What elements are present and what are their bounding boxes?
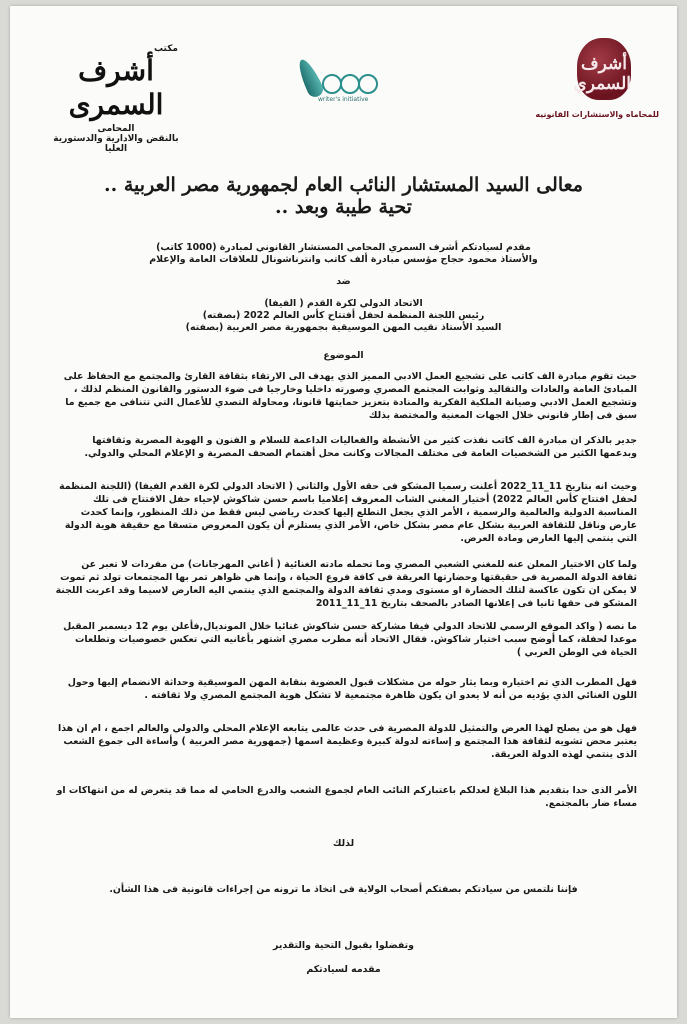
- therefore-label: لذلك: [332, 838, 355, 849]
- office-label: مكتب: [154, 44, 179, 54]
- lawyer-role: المحامى: [97, 124, 135, 134]
- firm-seal-text: أشرف السمري: [573, 54, 631, 94]
- submitter-line: مقدم لسيادتكم أشرف السمري المحامي المستشار القانوني لمبادرة (1000 كاتب): [156, 242, 531, 253]
- salutation-line: تحية طيبة وبعد ..: [275, 196, 412, 218]
- initiative-caption: writer's initiative: [318, 96, 369, 103]
- lawyer-name: أشرف السمرى: [68, 54, 164, 121]
- letter-page: [10, 6, 677, 1018]
- paragraph: ولما كان الاختيار المعلن عنه للمغني الشعبي المصري وما تحمله مادته الغنائية ( أغاني المهرجانات) من مفردات لا تعبر عن ثقافة الدولة المصرية فى حقيقتها وحضارتها العريقة فى كافة فروع الحياة ، وإنما هي ظواهر تمر بها المجتمعات تولد ثم تموت لا يمكن ان تكون عاكسة لتلك الحضارة او مستوى ومدي ثقافة الدولة والمجتمع الذي ينتمي اليه العارض لاسيما وقد اعربت اللجنة المشكو فى حقها ثانيا فى إعلانها الصادر بالصحف بتاريخ 11_11_2011: [55, 559, 637, 609]
- paragraph: وحيث انه بتاريخ 11_11_2022 أعلنت رسميا المشكو فى حقه الأول والثاني ( الاتحاد الدولي لكرة القدم الفيفا) (اللجنة المنظمة لحفل افتتاح كأس العالم 2022) أختيار المغني الشاب المعروف إعلاميا باسم حسن شاكوش لإحياء حفل الافتتاح فى تلك المناسبة الدولية والعالمية والرسمية ، الأمر الذي يجعل التطلع إليها كحدث رياضي ليس فقط من ذلك المنظور، وإنما كحدث عارض وناقل للثقافة العربية بشكل عام مصر بشكل خاص، الأمر الذي يستلزم أن يكون المعروض متسقا مع حقيقة هوية الدولة التي ينتمي إليها العارض ومادة العرض.: [59, 481, 637, 544]
- submitters: [58, 242, 629, 266]
- closing-line: وتفضلوا بقبول التحية والتقدير: [273, 940, 414, 951]
- defendant-line: الاتحاد الدولي لكرة القدم ( الفيفا): [264, 298, 423, 309]
- defendants: [58, 298, 629, 334]
- defendant-line: رئيس اللجنة المنظمة لحفل أفتتاح كأس العالم 2022 (بصفته): [202, 310, 485, 321]
- defendant-line: السيد الأستاذ نقيب المهن الموسيقية بجمهورية مصر العربية (بصفته): [185, 322, 502, 333]
- salutation-line: معالى السيد المستشار النائب العام لجمهورية مصر العربية ..: [104, 174, 583, 196]
- closing: [58, 940, 629, 976]
- firm-tagline: للمحاماه والاستشارات القانونيه: [535, 110, 659, 119]
- firm-logo: [535, 38, 659, 119]
- subject-label: الموضوع: [323, 350, 364, 361]
- feather-icon: [294, 56, 325, 99]
- salutation: [50, 174, 637, 218]
- ring-icon: [358, 74, 378, 94]
- lawyer-specialty: بالنقض والادارية والدستورية العليا: [53, 134, 179, 154]
- paragraph: الأمر الذى حدا بتقديم هذا البلاغ لعدلكم باعتباركم النائب العام لجموع الشعب والدرع الحامي له مما قد يتعرض له من انتهاكات او مساء ضار بالمجتمع.: [56, 785, 637, 809]
- against-label: ضد: [336, 276, 351, 287]
- paragraph: ما نصه ( واكد الموقع الرسمي للاتحاد الدولي فيفا مشاركة حسن شاكوش غنائيا خلال المونديال,فأعلن يوم 12 ديسمبر المقبل موعدا لحفلة، كما أوضح سبب اختيار شاكوش. فقال الاتحاد أنه مطرب مصري اشتهر بأغانيه التي تعكس خصوصيات وتطلعات الحياة في الوطن العربي ): [63, 621, 637, 658]
- submitter-line: والأستاذ محمود حجاج مؤسس مبادرة ألف كاتب وانترناشونال للعلاقات العامة والإعلام: [149, 254, 538, 265]
- closing-line: مقدمه لسيادتكم: [306, 964, 381, 975]
- request-text: فإننا نلتمس من سيادتكم بصفتكم أصحاب الولاية فى اتخاذ ما ترونه من إجراءات قانونية فى هذا الشأن.: [109, 884, 578, 895]
- paragraph: جدير بالذكر ان مبادرة الف كاتب نفذت كثير من الأنشطة والفعاليات الداعمة للسلام و الفنون و الهوية المصرية وثقافتها وبدعمها الكثير من الشخصيات العامة فى مختلف المجالات وكانت محل أهتمام الصحف المصرية و الإعلام المحلي والدولي.: [84, 435, 637, 459]
- firm-seal-icon: [573, 38, 631, 100]
- initiative-logo: [300, 52, 396, 106]
- paragraph: فهل المطرب الذي تم اختياره وبما يثار حوله من مشكلات قبول العضوية بنقابة المهن الموسيقية وحداثة الانضمام إليها وحول اللون الغنائي الذي يؤديه من أنه لا يعدو ان يكون ظاهرة مجتمعية لا تشكل هوية المجتمع المصري ولا ثقافته .: [67, 677, 637, 701]
- ring-icon: [322, 74, 342, 94]
- lawyer-letterhead: [46, 44, 186, 154]
- ring-icon: [340, 74, 360, 94]
- paragraph: حيث تقوم مبادرة الف كاتب على تشجيع العمل الادبي المميز الذي يهدف الى الارتقاء بثقافة القارئ والمجتمع مع الحفاظ على المبادئ العامة والعادات والتقاليد وثوابت المجتمع المصري وصورته داخليا وخارجيا فى ضوء الدستور والقانون المنظم لذلك ، وتشجيع العمل الادبي وصيانة الملكية الفكرية والمنادة بتعزيز حمايتها قانونا، ومحاولة التصدي للأعمال التي تتنافى مع جميع ما سبق فى إطار قانوني خلال الجهات المعنية والمختصة بذلك: [63, 371, 637, 421]
- paragraph: فهل هو من يصلح لهذا العرض والتمثيل للدولة المصرية فى حدث عالمى يتابعه الإعلام المحلي والدولي والعالم اجمع ، ام ان هذا يعتبر محض تشويه لثقافة هذا المجتمع و إساءته لدولة كبيرة وعظيمة اسمها (جمهورية مصر العربية ) وأساءة الى جموع الشعب الذى ينتمي لهذه الدولة العريقة.: [58, 723, 637, 760]
